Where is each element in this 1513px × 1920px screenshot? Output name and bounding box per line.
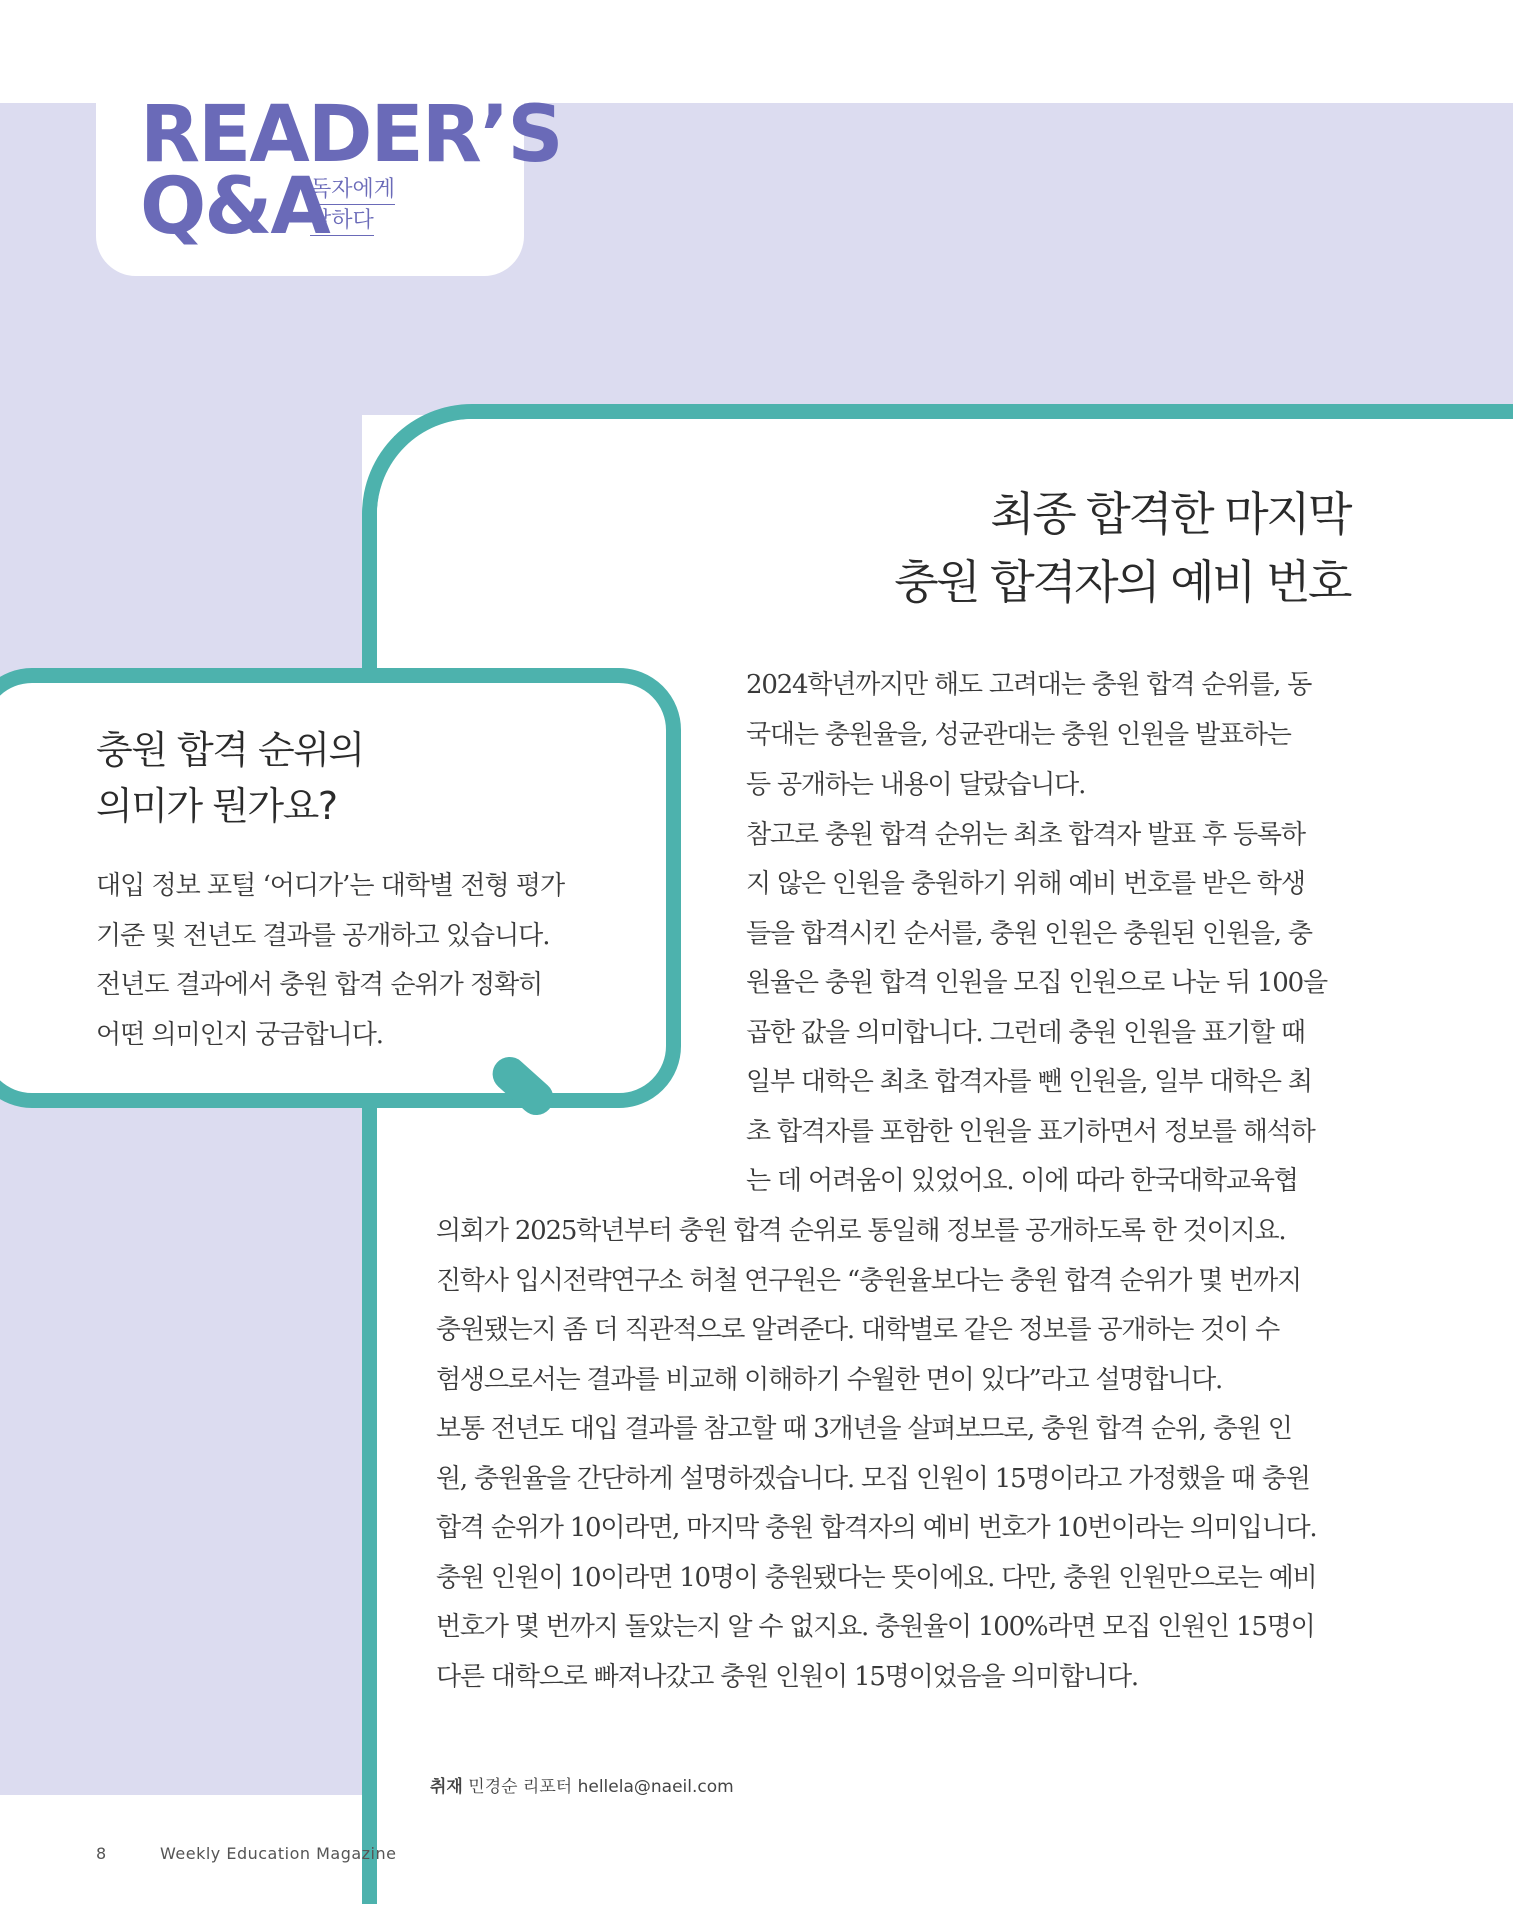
answer-body-line: 일부 대학은 최초 합격자를 뺀 인원을, 일부 대학은 최 — [746, 1067, 1312, 1097]
answer-title-line: 충원 합격자의 예비 번호 — [894, 555, 1350, 609]
page-number: 8 — [96, 1844, 107, 1863]
credit-text: 민경순 리포터 hellela@naeil.com — [468, 1777, 734, 1797]
answer-body-line: 국대는 충원율을, 성균관대는 충원 인원을 발표하는 — [746, 720, 1291, 750]
section-subtitle-line1: 독자에게 — [310, 176, 395, 205]
question-body-line: 전년도 결과에서 충원 합격 순위가 정확히 — [96, 970, 543, 1000]
reporter-credit — [430, 1772, 734, 1797]
answer-body-line: 초 합격자를 포함한 인원을 표기하면서 정보를 해석하 — [746, 1117, 1315, 1147]
answer-body-line: 충원됐는지 좀 더 직관적으로 알려준다. 대학별로 같은 정보를 공개하는 것이 수 — [436, 1315, 1280, 1345]
question-body — [96, 862, 596, 1060]
answer-body-line: 는 데 어려움이 있었어요. 이에 따라 한국대학교육협 — [746, 1166, 1298, 1196]
answer-body-line: 원, 충원율을 간단하게 설명하겠습니다. 모집 인원이 15명이라고 가정했을 때 충원 — [436, 1464, 1310, 1494]
answer-body-line: 진학사 입시전략연구소 허철 연구원은 “충원율보다는 충원 합격 순위가 몇 번까지 — [436, 1266, 1301, 1296]
answer-body-line: 곱한 값을 의미합니다. 그런데 충원 인원을 표기할 때 — [746, 1018, 1305, 1048]
question-body-line: 대입 정보 포털 ‘어디가’는 대학별 전형 평가 — [96, 871, 565, 901]
credit-label: 취재 — [430, 1777, 463, 1797]
section-subtitle-line2: 답하다 — [310, 207, 374, 236]
answer-title-line: 최종 합격한 마지막 — [990, 487, 1350, 541]
answer-body-line: 번호가 몇 번까지 돌았는지 알 수 없지요. 충원율이 100%라면 모집 인원인 15명이 — [436, 1612, 1315, 1642]
answer-body-line: 험생으로서는 결과를 비교해 이해하기 수월한 면이 있다”라고 설명합니다. — [436, 1365, 1223, 1395]
question-body-line: 기준 및 전년도 결과를 공개하고 있습니다. — [96, 920, 550, 951]
question-body-line: 어떤 의미인지 궁금합니다. — [96, 1019, 384, 1050]
answer-body-line: 참고로 충원 합격 순위는 최초 합격자 발표 후 등록하 — [746, 820, 1305, 850]
answer-body-line: 보통 전년도 대입 결과를 참고할 때 3개년을 살펴보므로, 충원 합격 순위, 충원 인 — [436, 1414, 1292, 1444]
answer-body-line: 지 않은 인원을 충원하기 위해 예비 번호를 받은 학생 — [746, 869, 1305, 899]
question-title-line: 의미가 뭔가요? — [96, 784, 337, 828]
section-title-qa: Q&A — [140, 162, 329, 252]
answer-body-line: 등 공개하는 내용이 달랐습니다. — [746, 770, 1086, 800]
answer-body-line: 2024학년까지만 해도 고려대는 충원 합격 순위를, 동 — [746, 670, 1312, 700]
magazine-name: Weekly Education Magazine — [160, 1844, 397, 1863]
answer-body-line: 원율은 충원 합격 인원을 모집 인원으로 나눈 뒤 100을 — [746, 968, 1327, 998]
question-title-line: 충원 합격 순위의 — [96, 728, 364, 772]
answer-body-line: 합격 순위가 10이라면, 마지막 충원 합격자의 예비 번호가 10번이라는 의미입니다. — [436, 1513, 1317, 1543]
question-title — [96, 722, 576, 834]
answer-title — [780, 480, 1350, 616]
answer-body-line: 충원 인원이 10이라면 10명이 충원됐다는 뜻이에요. 다만, 충원 인원만으로는 예비 — [436, 1563, 1317, 1593]
answer-body-line: 들을 합격시킨 순서를, 충원 인원은 충원된 인원을, 충 — [746, 919, 1312, 949]
answer-body-line: 의회가 2025학년부터 충원 합격 순위로 통일해 정보를 공개하도록 한 것이지요. — [436, 1216, 1286, 1246]
answer-body-line: 다른 대학으로 빠져나갔고 충원 인원이 15명이었음을 의미합니다. — [436, 1662, 1138, 1692]
section-title: READER’S — [140, 90, 562, 180]
